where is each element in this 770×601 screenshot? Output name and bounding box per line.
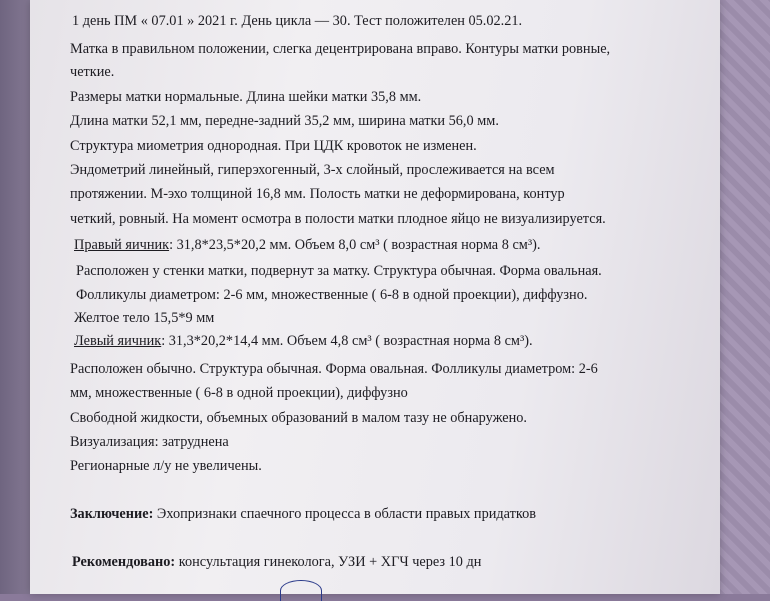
endometrium-line-2: протяжении. М-эхо толщиной 16,8 мм. Полость матки не деформирована, контур: [70, 186, 565, 202]
recommended-text: консультация гинеколога, УЗИ + ХГЧ через 10 дн: [175, 554, 482, 570]
conclusion-text: Эхопризнаки спаечного процесса в области правых придатков: [153, 506, 536, 522]
free-fluid-line: Свободной жидкости, объемных образований в малом тазу не обнаружено.: [70, 410, 527, 426]
header-line: 1 день ПМ « 07.01 » 2021 г. День цикла — 30. Тест положителен 05.02.21.: [72, 13, 523, 29]
lymph-nodes-line: Регионарные л/у не увеличены.: [70, 458, 262, 474]
left-ovary-position-line-1: Расположен обычно. Структура обычная. Форма овальная. Фолликулы диаметром: 2-6: [70, 361, 598, 377]
corpus-luteum-line: Желтое тело 15,5*9 мм: [74, 310, 215, 326]
uterus-size-line: Размеры матки нормальные. Длина шейки матки 35,8 мм.: [70, 89, 422, 105]
uterus-dimensions-line: Длина матки 52,1 мм, передне-задний 35,2 мм, ширина матки 56,0 мм.: [70, 113, 499, 129]
uterus-position-line: Матка в правильном положении, слегка децентрирована вправо. Контуры матки ровные,: [70, 41, 611, 57]
conclusion-label: Заключение:: [70, 506, 154, 522]
left-ovary-line: [74, 332, 533, 350]
left-ovary-measurements: : 31,3*20,2*14,4 мм. Объем 4,8 см³ ( возрастная норма 8 см³).: [161, 333, 533, 349]
document-paper: [30, 0, 720, 594]
endometrium-line-1: Эндометрий линейный, гиперэхогенный, 3-х слойный, прослеживается на всем: [70, 162, 555, 178]
endometrium-line-3: четкий, ровный. На момент осмотра в полости матки плодное яйцо не визуализируется.: [70, 211, 606, 227]
recommended-line: [72, 553, 481, 571]
visualization-line: Визуализация: затруднена: [70, 434, 229, 450]
right-ovary-label: Правый яичник: [74, 237, 170, 253]
recommended-label: Рекомендовано:: [72, 554, 176, 570]
right-ovary-position-line: Расположен у стенки матки, подвернут за матку. Структура обычная. Форма овальная.: [76, 263, 602, 279]
conclusion-line: [70, 505, 536, 523]
pen-mark: [280, 580, 322, 601]
right-ovary-line: [74, 236, 540, 254]
myometrium-line: Структура миометрия однородная. При ЦДК кровоток не изменен.: [70, 138, 477, 154]
right-ovary-measurements: : 31,8*23,5*20,2 мм. Объем 8,0 см³ ( возрастная норма 8 см³).: [169, 237, 541, 253]
left-ovary-position-line-2: мм, множественные ( 6-8 в одной проекции), диффузно: [70, 385, 408, 401]
left-ovary-label: Левый яичник: [74, 333, 162, 349]
right-ovary-follicles-line: Фолликулы диаметром: 2-6 мм, множественные ( 6-8 в одной проекции), диффузно.: [76, 287, 588, 303]
uterus-contours-line: четкие.: [70, 64, 115, 80]
